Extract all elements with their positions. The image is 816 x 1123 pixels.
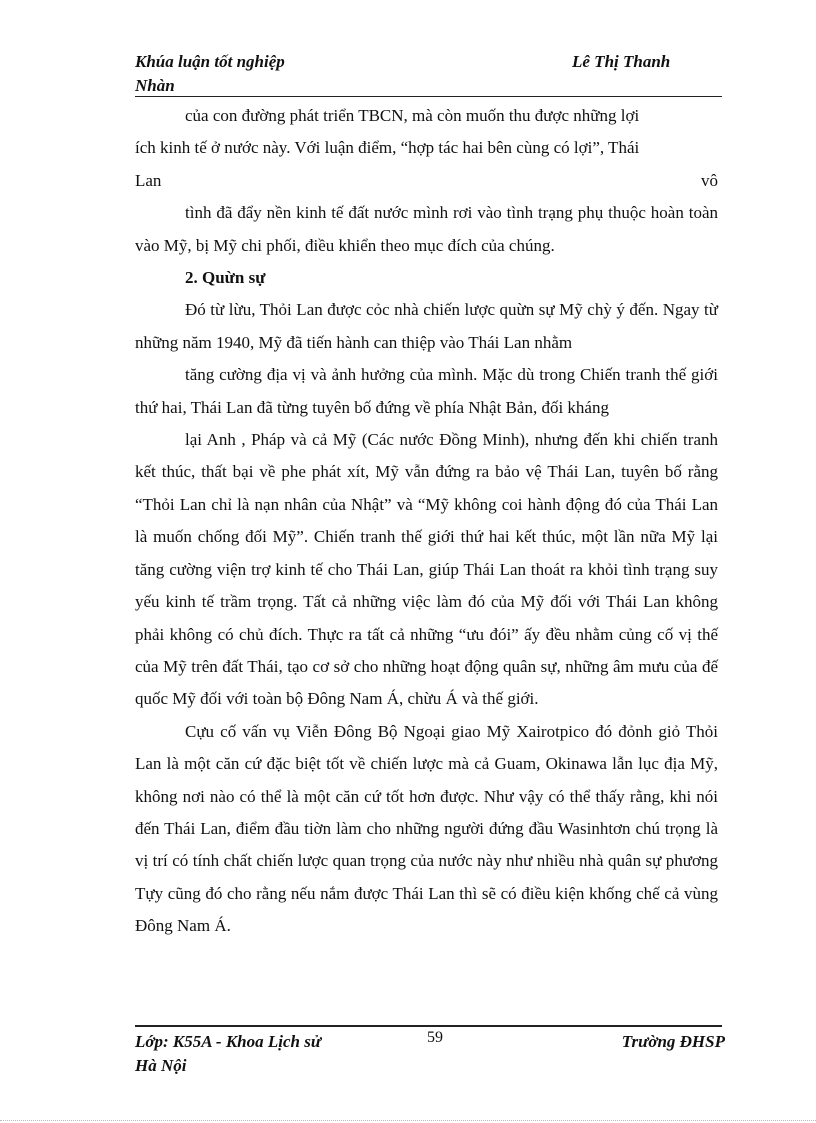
header-left: [135, 50, 395, 98]
page-bottom-border: [0, 1120, 816, 1121]
body-split-line: [135, 165, 718, 197]
paragraph-5: lại Anh , Pháp và cả Mỹ (Các nước Đồng Minh), nhưng đến khi chiến tranh kết thúc, thất bại về phe phát xít, Mỹ vẫn đứng ra bảo vệ Thái Lan, tuyên bố rằng “Thỏi Lan chỉ là nạn nhân của Nhật” và “Mỹ không coi hành động đó của Thái Lan là muốn chống đối Mỹ”. Chiến tranh thế giới thứ hai kết thúc, một lần nữa Mỹ lại tăng cường viện trợ kinh tế cho Thái Lan, giúp Thái Lan thoát ra khỏi tình trạng suy yếu kinh tế trầm trọng. Tất cả những việc làm đó của Mỹ đối với Thái Lan không phải không có chủ đích. Thực ra tất cả những “ưu đói” ấy đều nhằm củng cố vị thế của Mỹ trên đất Thái, tạo cơ sở cho những hoạt động quân sự, những âm mưu của đế quốc Mỹ đối với toàn bộ Đông Nam Á, chừu Á và thế giới.: [135, 430, 718, 709]
body-text: [135, 100, 718, 943]
paragraph-6: Cựu cố vấn vụ Viễn Đông Bộ Ngoại giao Mỹ Xairotpico đó đỏnh giỏ Thỏi Lan là một căn cứ đặc biệt tốt về chiến lược mà cả Guam, Okinawa lẫn lục địa Mỹ, không nơi nào có thể là một căn cứ tốt hơn được. Như vậy có thể thấy rằng, khi nói đến Thái Lan, điểm đầu tiờn làm cho những người đứng đầu Wasinhtơn chú trọng là vị trí có tính chất chiến lược quan trọng của nước này như nhiều nhà quân sự phương Tựy cũng đó cho rằng nếu nắm được Thái Lan thì sẽ có điều kiện khống chế cả vùng Đông Nam Á.: [135, 721, 718, 936]
paragraph-2: tình đã đẩy nền kinh tế đất nước mình rơi vào tình trạng phụ thuộc hoàn toàn vào Mỹ, bị Mỹ chi phối, điều khiển theo mục đích của chúng.: [135, 203, 718, 255]
footer-left: [135, 1030, 395, 1078]
paragraph-4: tăng cường địa vị và ảnh hưởng của mình. Mặc dù trong Chiến tranh thế giới thứ hai, Thái Lan đã từng tuyên bố đứng về phía Nhật Bản, đối kháng: [135, 365, 718, 417]
page-number: 59: [427, 1029, 443, 1046]
header-left-line-1: Khúa luận tốt nghiệp: [135, 52, 285, 71]
footer-left-line-2: Hà Nội: [135, 1056, 187, 1075]
footer-right: Trường ĐHSP: [621, 1032, 725, 1051]
section-heading: 2. Quừn sự: [185, 268, 266, 288]
body-line-2: ích kinh tế ở nước này. Với luận điểm, “hợp tác hai bên cùng có lợi”, Thái: [135, 138, 640, 158]
paragraph-3: Đó từ lừu, Thỏi Lan được cỏc nhà chiến lược quừn sự Mỹ chỳ ý đến. Ngay từ những năm 1940, Mỹ đã tiến hành can thiệp vào Thái Lan nhằm: [135, 300, 718, 352]
header-rule: [135, 96, 722, 97]
header-left-line-2: Nhàn: [135, 76, 175, 95]
footer-left-line-1: Lớp: K55A - Khoa Lịch sử: [135, 1032, 322, 1051]
split-left: Lan: [135, 170, 162, 190]
split-right: vô: [701, 170, 718, 190]
body-line-1: của con đường phát triển TBCN, mà còn muốn thu được những lợi: [185, 106, 640, 125]
header-right: Lê Thị Thanh: [572, 52, 671, 71]
